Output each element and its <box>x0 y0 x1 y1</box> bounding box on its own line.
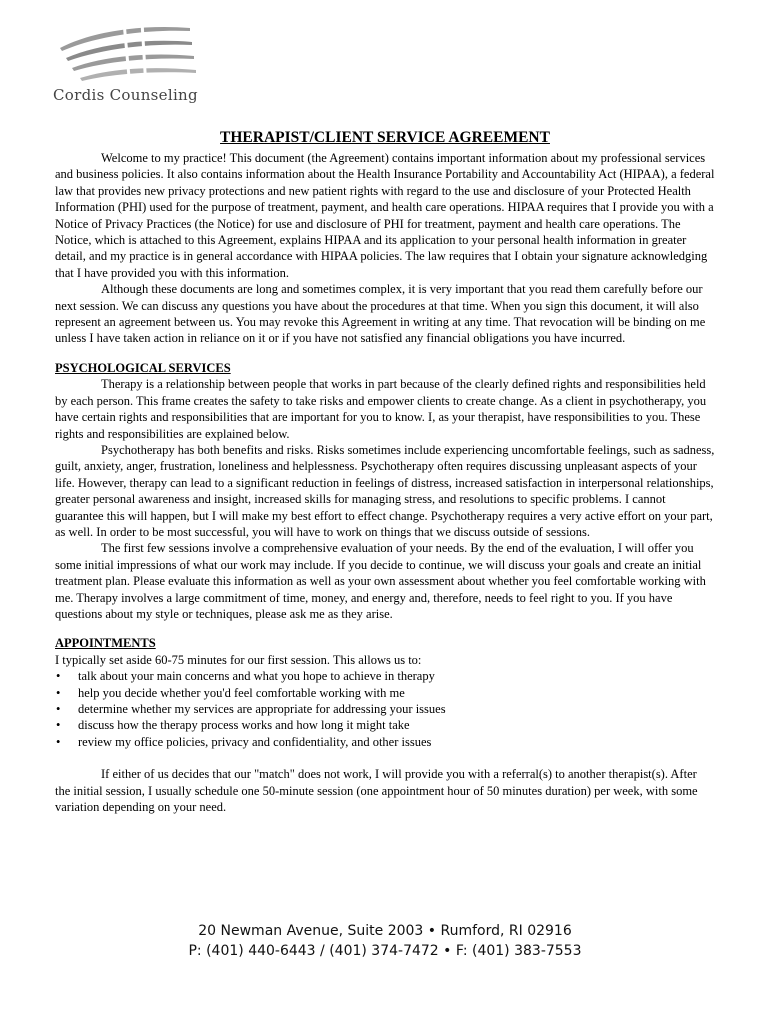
list-item: • help you decide whether you'd feel comfortable working with me <box>56 685 405 700</box>
bullet-icon: • <box>56 702 61 716</box>
intro-paragraph-2: Although these documents are long and sometimes complex, it is very important that you read them carefully before our next session. We can discuss any questions you have about the procedures at that time. When you sign this document, it will also represent an agreement between us. You may revoke this Agreement in writing at any time. That revocation will be binding on me unless I have taken action in reliance on it or if you have not satisfied any financial obligations you have incurred. <box>55 282 706 346</box>
appointments-lead: I typically set aside 60-75 minutes for our first session. This allows us to: <box>55 652 422 667</box>
section-heading-psychological-services: PSYCHOLOGICAL SERVICES <box>55 360 231 375</box>
agreement-body <box>55 128 715 815</box>
list-item: • review my office policies, privacy and confidentiality, and other issues <box>56 734 432 749</box>
list-item: • talk about your main concerns and what you hope to achieve in therapy <box>56 669 435 684</box>
appointments-closing-paragraph: If either of us decides that our "match" does not work, I will provide you with a referral(s) to another therapist(s). After the initial session, I usually schedule one 50-minute session (one appointment hour of 50 minutes duration) per week, with some variation depending on your need. <box>55 767 698 815</box>
section-heading-appointments: APPOINTMENTS <box>55 636 156 651</box>
bullet-icon: • <box>56 734 61 749</box>
list-item: • determine whether my services are appropriate for addressing your issues <box>56 702 446 716</box>
psych-paragraph-3: The first few sessions involve a comprehensive evaluation of your needs. By the end of the evaluation, I will offer you some initial impressions of what our work may include. If you decide to continue, we will discuss your goals and create an initial treatment plan. Please evaluate this information as well as your own assessment about whether you feel comfortable working with me. Therapy involves a large commitment of time, money, and energy and, therefore, needs to feel right to you. If you have questions about my style or techniques, please ask me as they arise. <box>55 541 706 621</box>
appointments-bullet-list <box>55 668 715 750</box>
bullet-icon: • <box>56 669 61 684</box>
psych-paragraph-1: Therapy is a relationship between people that works in part because of the clearly defined rights and responsibilities held by each person. This frame creates the safety to take risks and empower clients to create change. As a client in psychotherapy, you have certain rights and responsibilities that are important for you to know. I, as your therapist, have responsibilities to you. These rights and responsibilities are explained below. <box>55 377 707 441</box>
intro-paragraph-1: Welcome to my practice! This document (the Agreement) contains important information about my professional services and business policies. It also contains information about the Health Insurance Portability and Accountability Act (HIPAA), a federal law that provides new privacy protections and new patient rights with regard to the use and disclosure of your Protected Health Information (PHI) used for the purpose of treatment, payment, and health care operations. HIPAA requires that I provide you with a Notice of Privacy Practices (the Notice) for use and disclosure of PHI for treatment, payment and health care operations. The Notice, which is attached to this Agreement, explains HIPAA and its application to your personal health information in greater detail, and my practice is in general accordance with HIPAA policies. The law requires that I obtain your signature acknowledging that I have provided you with this information. <box>55 151 715 280</box>
footer-phone-numbers: P: (401) 440-6443 / (401) 374-7472 • F: (401) 383-7553 <box>188 943 582 959</box>
bullet-icon: • <box>56 685 61 700</box>
logo-swoosh-icon <box>50 18 200 88</box>
footer-address: 20 Newman Avenue, Suite 2003 • Rumford, RI 02916 <box>198 923 572 939</box>
logo-text: Cordis Counseling <box>53 86 198 104</box>
psych-paragraph-2: Psychotherapy has both benefits and risks. Risks sometimes include experiencing uncomfortable feelings, such as sadness, guilt, anxiety, anger, frustration, loneliness and helplessness. Psychotherapy often requires discussing unpleasant aspects of your life. However, therapy can lead to a significant reduction in feelings of distress, increased satisfaction in interpersonal relationships, greater personal awareness and insight, increased skills for managing stress, and resolutions to specific problems. I cannot guarantee this will happen, but I will make my best effort to effect change. Psychotherapy requires a very active effort on your part, as well. In order to be most successful, you will have to work on things that we discuss outside of sessions. <box>55 442 715 539</box>
list-item: • discuss how the therapy process works and how long it might take <box>56 718 410 733</box>
bullet-icon: • <box>56 718 61 733</box>
cordis-counseling-logo <box>50 18 200 108</box>
document-title: THERAPIST/CLIENT SERVICE AGREEMENT <box>220 129 550 146</box>
